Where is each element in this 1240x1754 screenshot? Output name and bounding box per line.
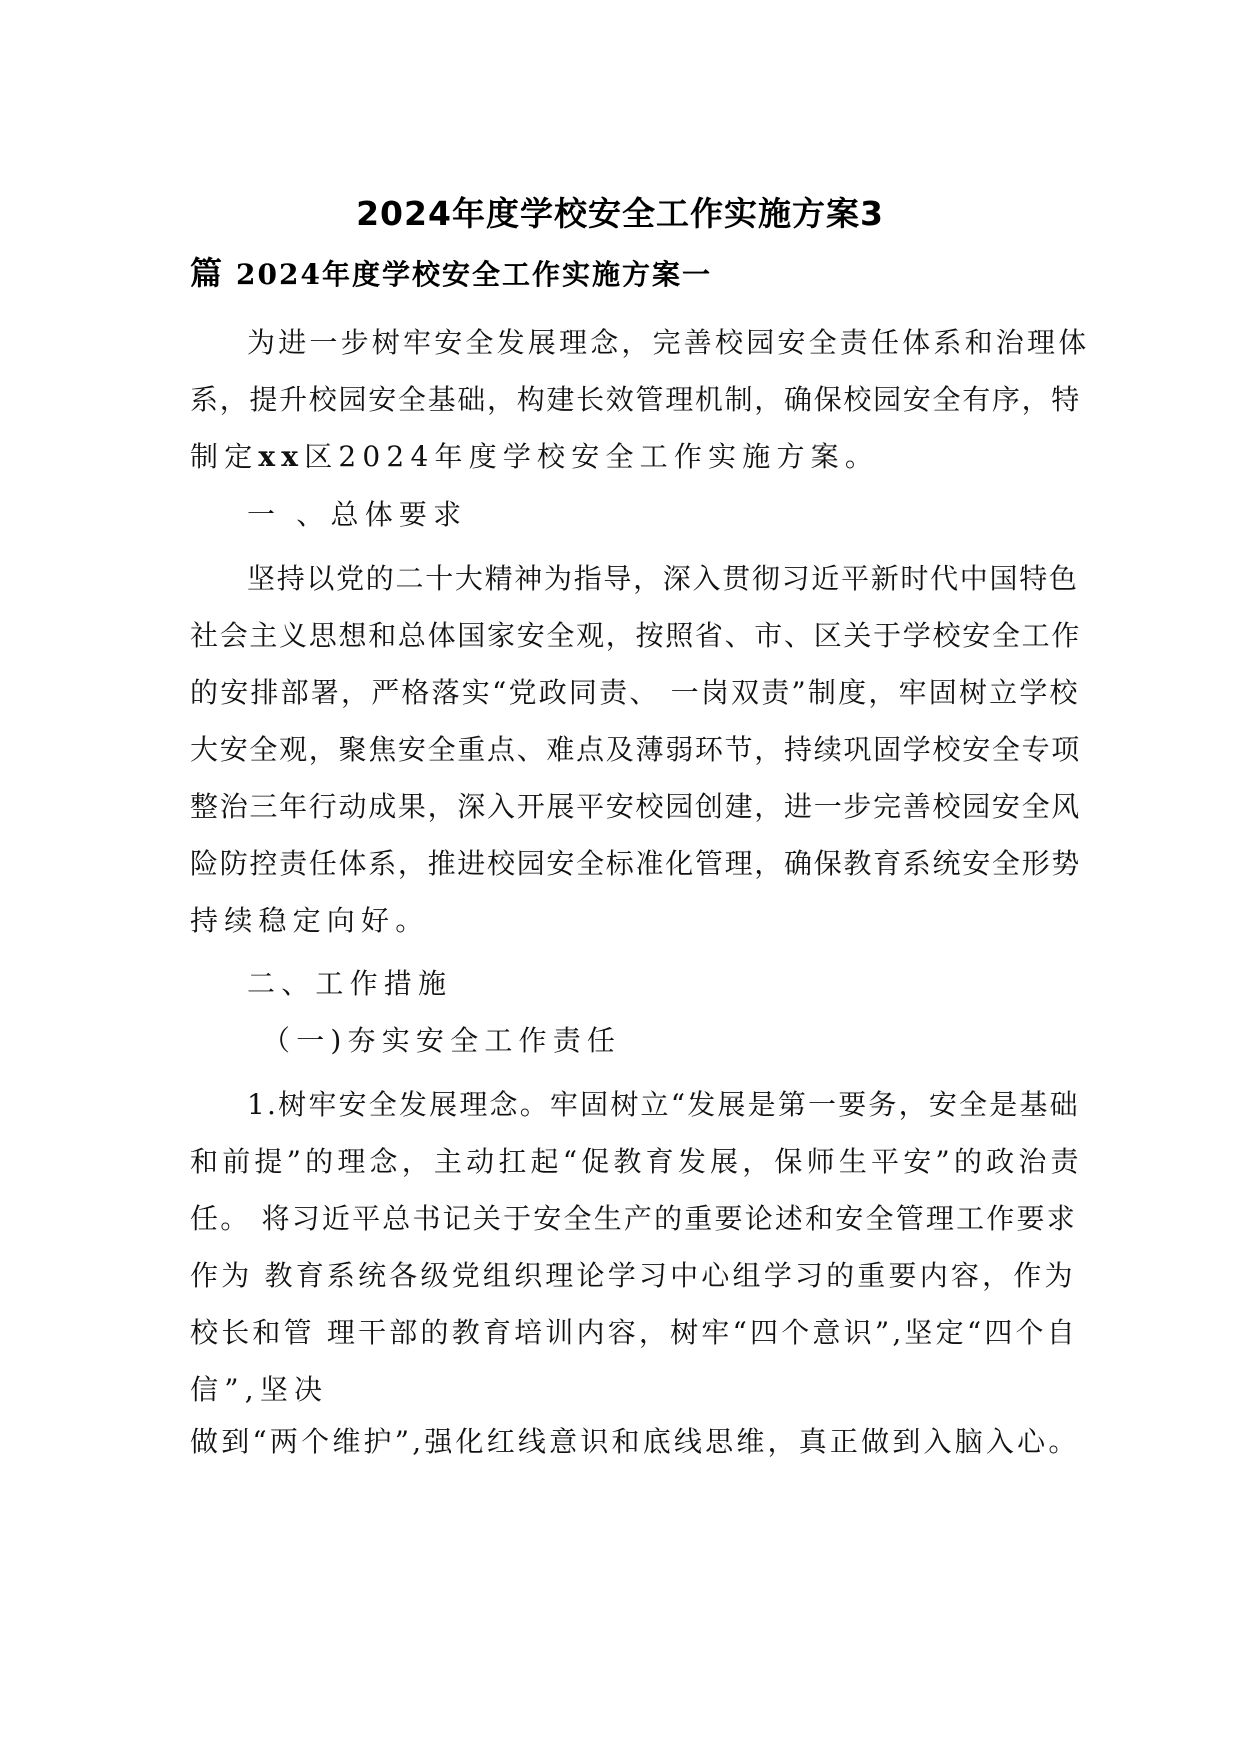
intro-line-3	[190, 439, 879, 475]
section-1-heading: 一 、总体要求	[247, 498, 468, 531]
item-1-line-1: 1.树牢安全发展理念。牢固树立“发展是第一要务，安全是基础	[247, 1088, 1080, 1121]
intro-line-3-a: 制定	[190, 440, 259, 473]
item-1-line-5: 校长和管 理干部的教育培训内容，树牢“四个意识”,坚定“四个自	[190, 1316, 1078, 1349]
section-1-line-4: 大安全观，聚焦安全重点、难点及薄弱环节，持续巩固学校安全专项	[190, 733, 1082, 766]
item-1-line-7: 做到“两个维护”,强化红线意识和底线思维，真正做到入脑入心。	[190, 1425, 1080, 1458]
subheading-prefix: 篇	[190, 254, 223, 292]
item-1-line-6: 信”,坚决	[190, 1373, 329, 1406]
subheading-text: 2024年度学校安全工作实施方案一	[236, 258, 712, 291]
item-1-line-4: 作为 教育系统各级党组织理论学习中心组学习的重要内容，作为	[190, 1259, 1076, 1292]
section-1-line-5: 整治三年行动成果，深入开展平安校园创建，进一步完善校园安全风	[190, 790, 1082, 823]
intro-district-placeholder: xx	[258, 440, 305, 473]
item-1-line-3: 任。 将习近平总书记关于安全生产的重要论述和安全管理工作要求	[190, 1202, 1077, 1235]
document-title: 2024年度学校安全工作实施方案3	[356, 194, 884, 233]
section-1-line-6: 险防控责任体系，推进校园安全标准化管理，确保教育系统安全形势	[190, 847, 1082, 880]
section-1-line-2: 社会主义思想和总体国家安全观，按照省、市、区关于学校安全工作	[190, 619, 1082, 652]
section-2-heading: 二、工作措施	[247, 967, 453, 1000]
section-1-line-3: 的安排部署，严格落实“党政同责、 一岗双责”制度，牢固树立学校	[190, 676, 1080, 709]
item-1-line-2: 和前提”的理念，主动扛起“促教育发展，保师生平安”的政治责	[190, 1145, 1083, 1178]
article-subheading	[190, 248, 712, 294]
intro-line-1: 为进一步树牢安全发展理念，完善校园安全责任体系和治理体	[247, 326, 1090, 359]
intro-line-2: 系，提升校园安全基础，构建长效管理机制，确保校园安全有序，特	[190, 383, 1082, 416]
section-2-subheading: （一)夯实安全工作责任	[262, 1024, 622, 1057]
intro-line-3-c: 区2024年度学校安全工作实施方案。	[304, 440, 880, 473]
section-1-line-1: 坚持以党的二十大精神为指导，深入贯彻习近平新时代中国特色	[247, 562, 1079, 595]
section-1-line-7: 持续稳定向好。	[190, 904, 430, 937]
